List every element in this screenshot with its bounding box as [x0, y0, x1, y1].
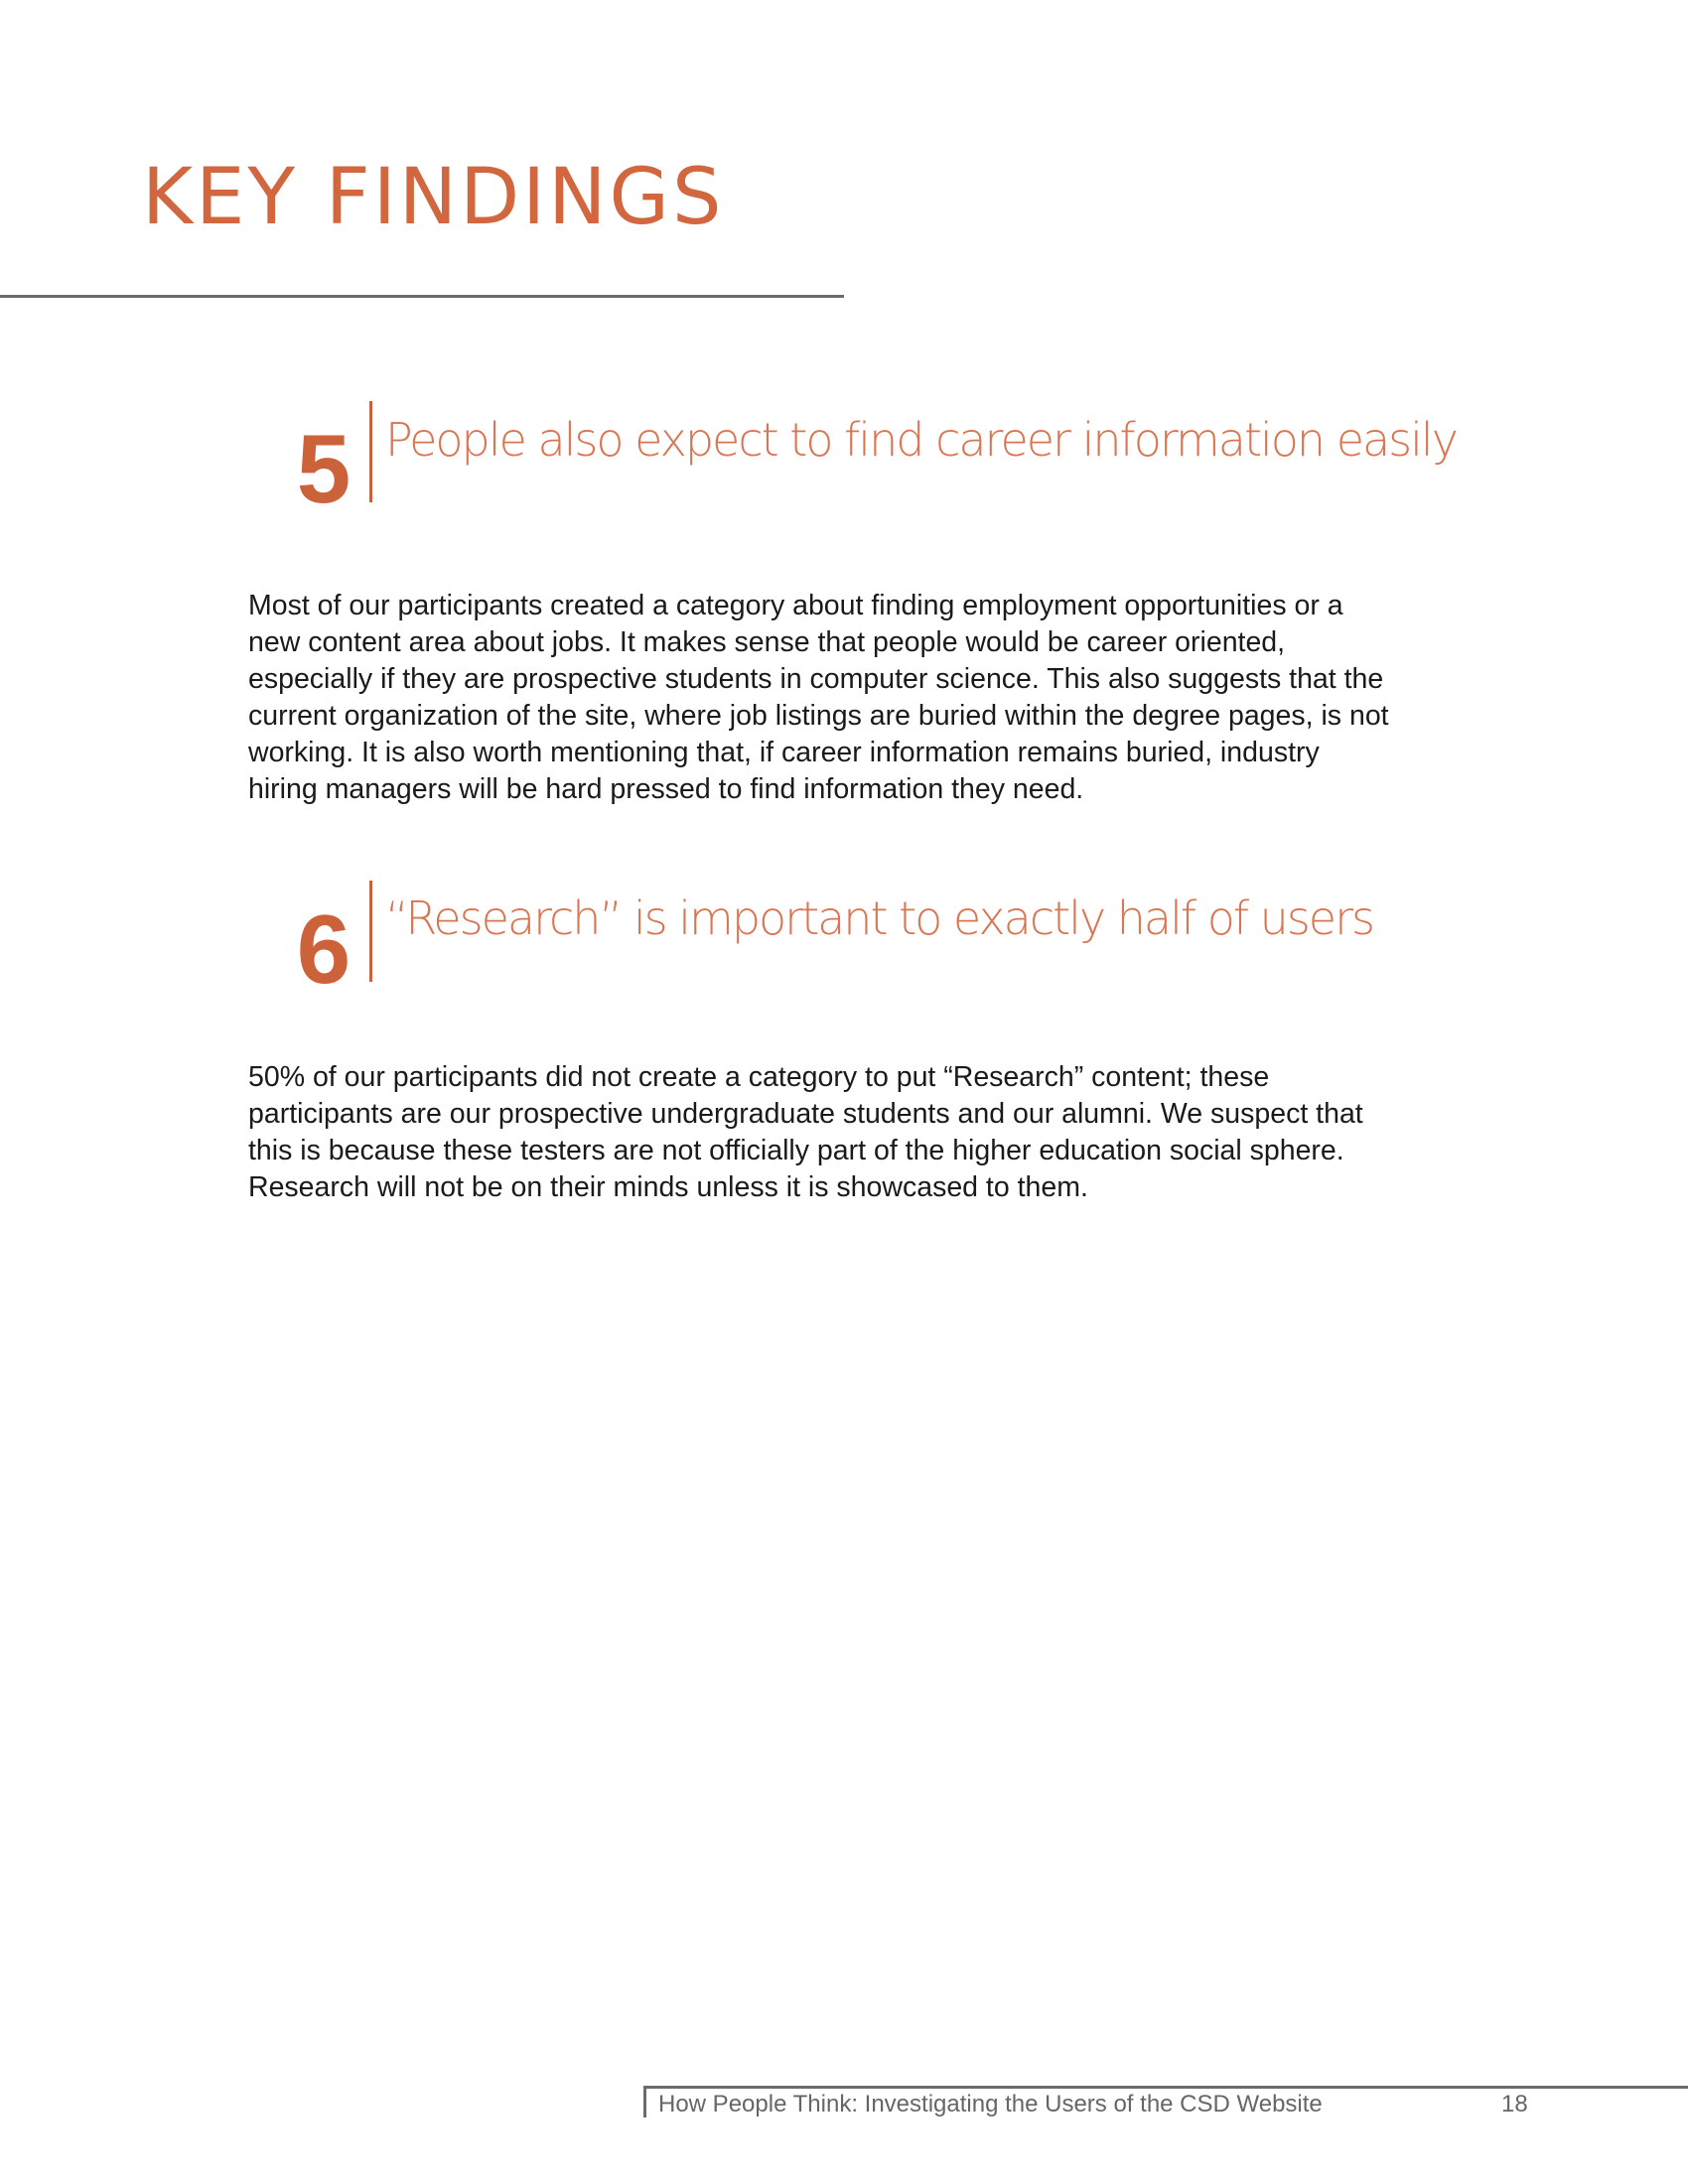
title-divider: [0, 295, 844, 298]
finding-heading: People also expect to find career information easily: [385, 413, 1457, 467]
finding-body: Most of our participants created a category about finding employment opportunities or a new content area about jobs. It makes sense that people would be career oriented, especially if they are prospective students in computer science. This also suggests that the current organization of the site, where job listings are buried within the degree pages, is not working. It is also worth mentioning that, if career information remains buried, industry hiring managers will be hard pressed to find information they need.: [248, 590, 1389, 805]
footer-document-title: How People Think: Investigating the Users of the CSD Website: [658, 2091, 1323, 2117]
finding-number: 5: [296, 414, 352, 523]
finding-number-divider: [369, 881, 372, 982]
finding-number: 6: [296, 894, 352, 1004]
footer-divider-tick: [643, 2086, 646, 2117]
page-number: 18: [1501, 2091, 1528, 2117]
page-title: KEY FINDINGS: [142, 153, 725, 242]
finding-heading: “Research” is important to exactly half of users: [385, 891, 1373, 945]
footer-divider: [643, 2086, 1688, 2089]
finding-number-divider: [369, 401, 372, 502]
finding-body: 50% of our participants did not create a category to put “Research” content; these participants are our prospective undergraduate students and our alumni. We suspect that this is because these testers are not officially part of the higher education social sphere. Research will not be on their minds unless it is showcased to them.: [248, 1061, 1363, 1203]
